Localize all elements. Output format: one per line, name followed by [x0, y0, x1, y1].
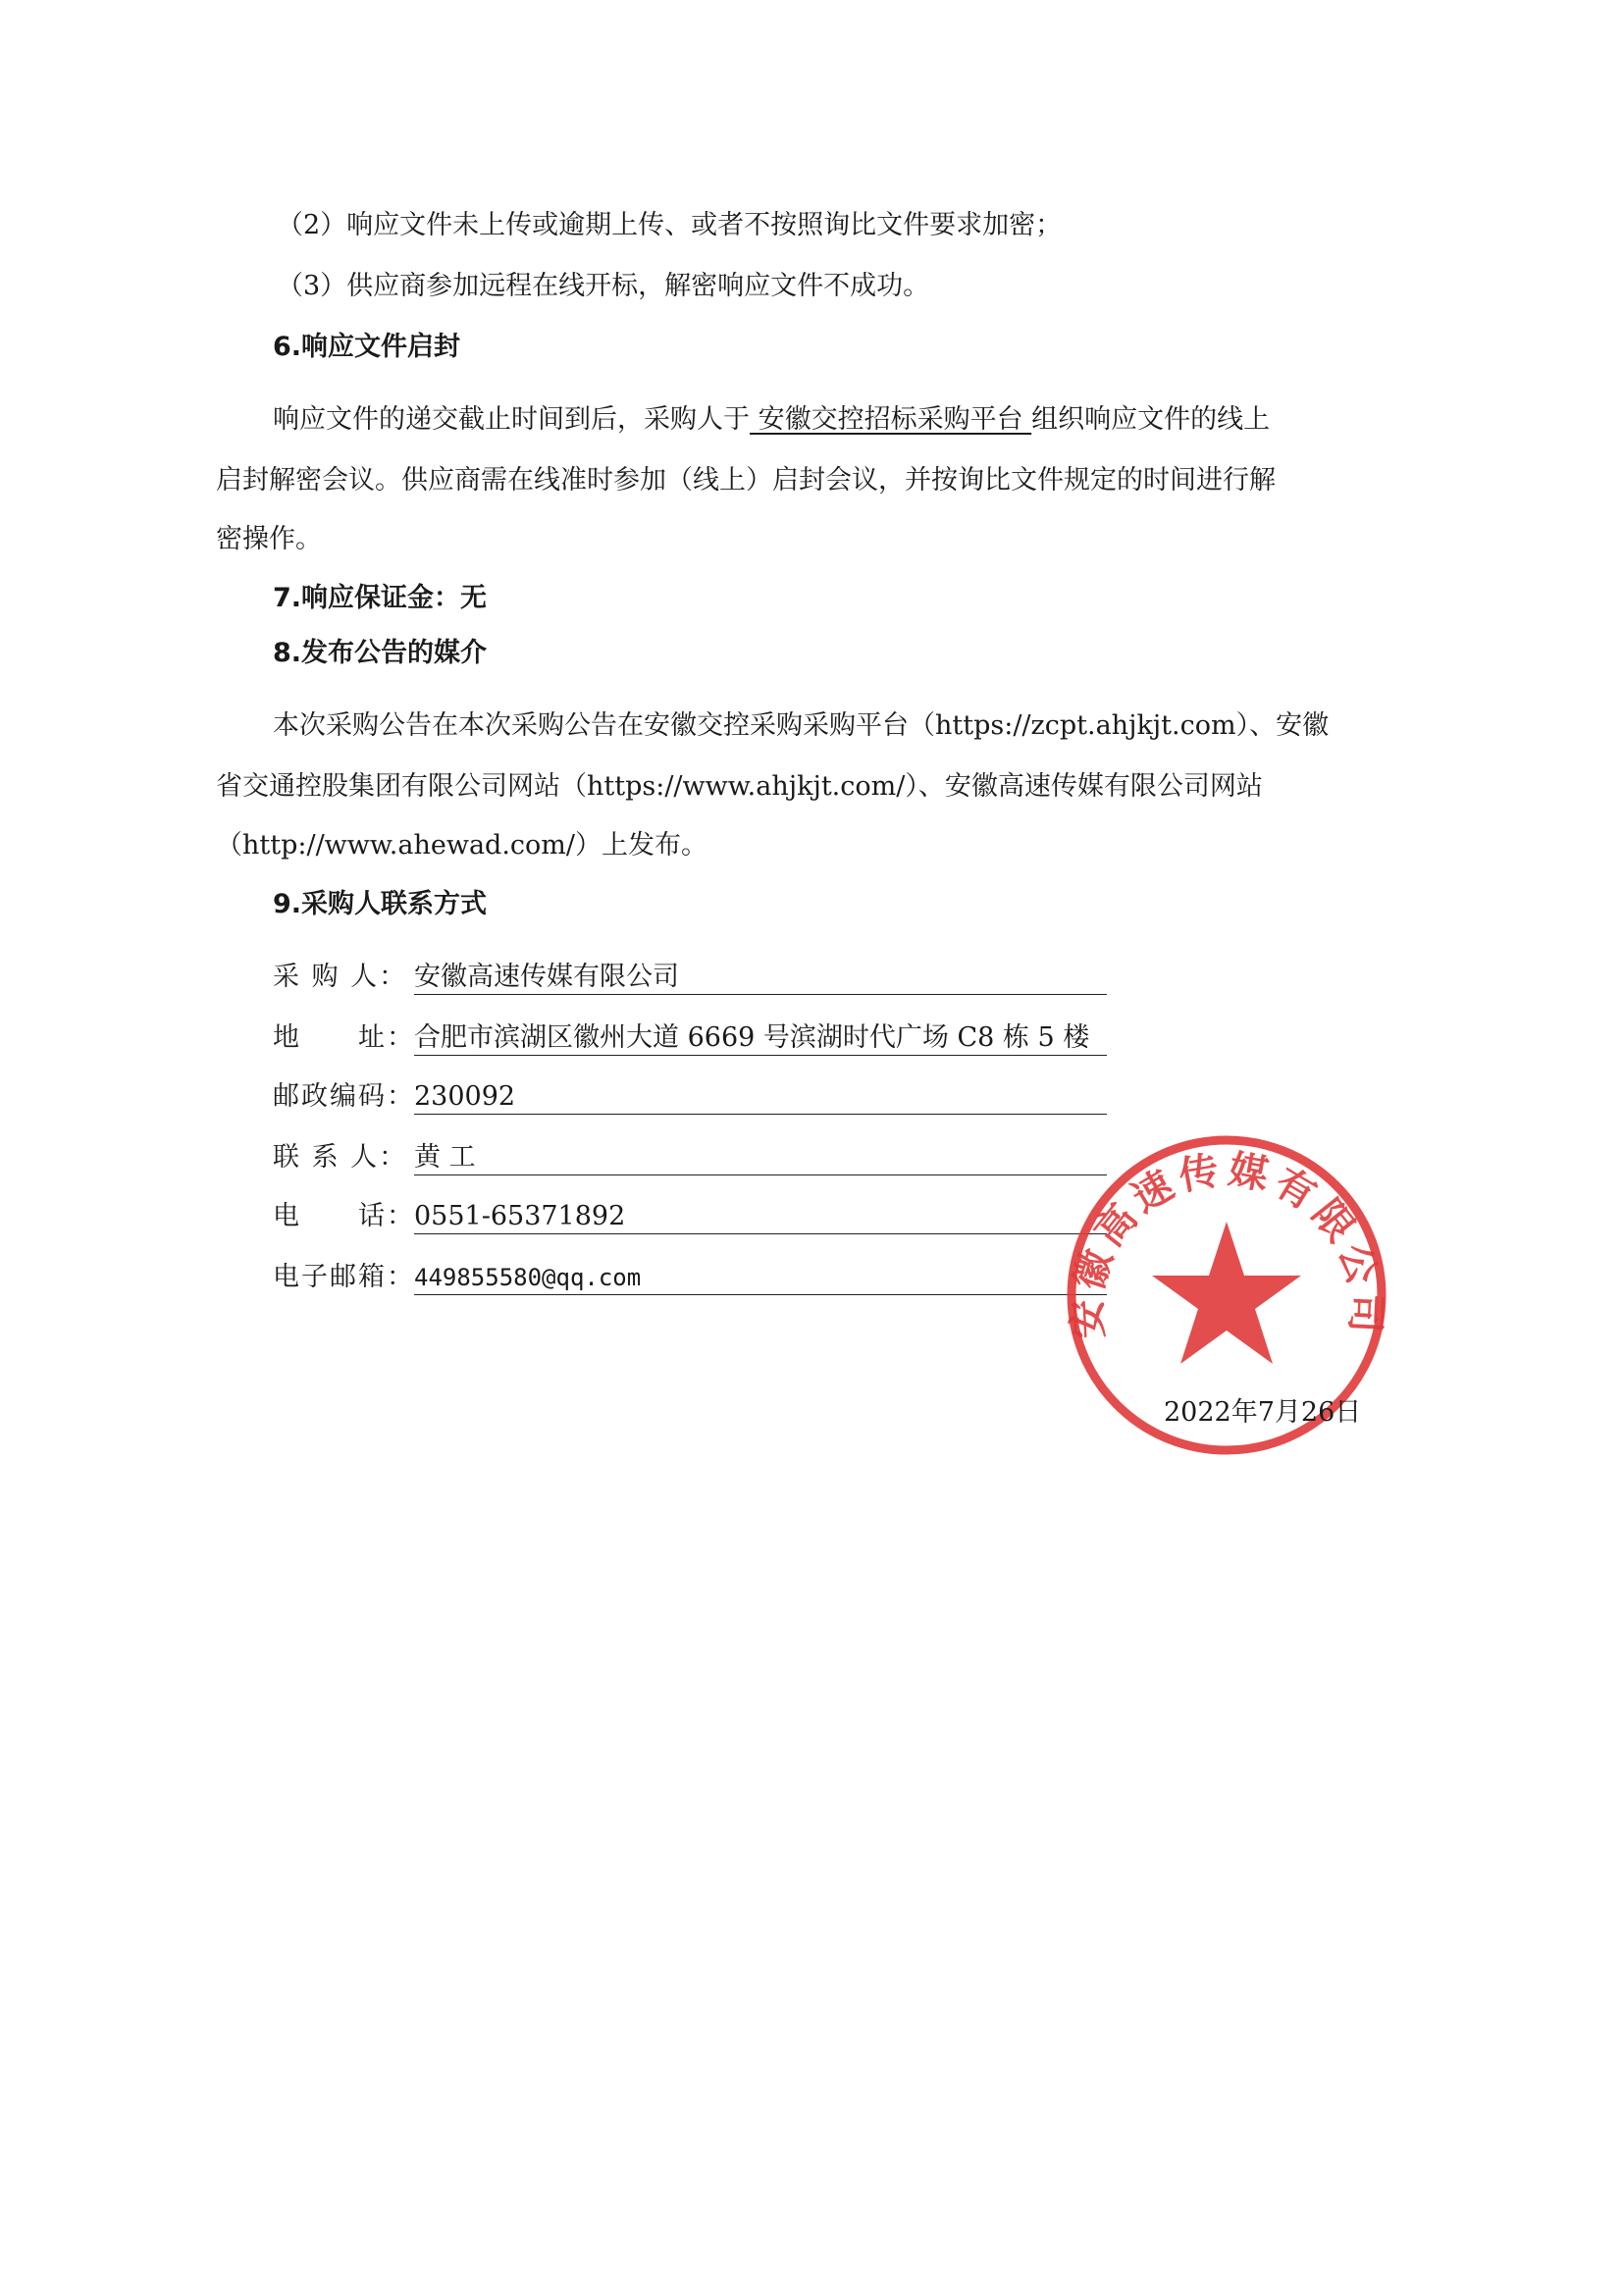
- email-value: 449855580@qq.com: [414, 1261, 1107, 1295]
- section-8-line-2: 省交通控股集团有限公司网站（https://www.ahjkjt.com/）、安徽高速传媒有限公司网站: [216, 771, 1263, 802]
- person-label: 联 系 人：: [273, 1142, 408, 1173]
- contact-row-email: [273, 1258, 1107, 1297]
- section-6-text-a: 响应文件的递交截止时间到后，采购人于: [273, 404, 750, 435]
- section-heading-9: 9.采购人联系方式: [273, 889, 488, 919]
- purchaser-label: 采 购 人：: [273, 962, 408, 992]
- section-8-line-1: 本次采购公告在本次采购公告在安徽交控采购采购平台（https://zcpt.ahjkjt.com）、安徽: [273, 710, 1330, 741]
- section-6-text-b: 组织响应文件的线上: [1031, 404, 1271, 435]
- postcode-label: 邮政编码：: [273, 1081, 415, 1112]
- list-item-2: （2）响应文件未上传或逾期上传、或者不按照询比文件要求加密；: [277, 210, 1063, 240]
- section-6-line-2: 启封解密会议。供应商需在线准时参加（线上）启封会议，并按询比文件规定的时间进行解: [216, 465, 1276, 496]
- platform-name: 安徽交控招标采购平台: [750, 404, 1032, 435]
- document-date: 2022年7月26日: [1164, 1397, 1362, 1428]
- phone-label: 电 话：: [273, 1201, 415, 1231]
- purchaser-value: 安徽高速传媒有限公司: [414, 961, 1107, 995]
- list-item-3: （3）供应商参加远程在线开标，解密响应文件不成功。: [277, 271, 930, 301]
- address-value: 合肥市滨湖区徽州大道 6669 号滨湖时代广场 C8 栋 5 楼: [414, 1021, 1107, 1056]
- section-heading-8: 8.发布公告的媒介: [273, 638, 488, 668]
- section-6-line-1: [273, 400, 1411, 440]
- person-value: 黄 工: [414, 1141, 1107, 1175]
- phone-value: 0551-65371892: [414, 1200, 1107, 1234]
- contact-row-address: [273, 1018, 1107, 1058]
- postcode-value: 230092: [414, 1080, 1107, 1115]
- contact-row-phone: [273, 1197, 1107, 1236]
- contact-row-postcode: [273, 1077, 1107, 1117]
- contact-row-purchaser: [273, 958, 1107, 997]
- email-label: 电子邮箱：: [273, 1262, 415, 1292]
- svg-text:安徽高速传媒有限公司: 安徽高速传媒有限公司: [1065, 1147, 1388, 1340]
- section-heading-6: 6.响应文件启封: [273, 332, 461, 362]
- section-6-line-3: 密操作。: [216, 524, 322, 554]
- section-8-line-3: （http://www.ahewad.com/）上发布。: [216, 830, 707, 861]
- contact-row-person: [273, 1138, 1107, 1177]
- address-label: 地 址：: [273, 1022, 415, 1053]
- section-heading-7: 7.响应保证金：无: [273, 583, 488, 613]
